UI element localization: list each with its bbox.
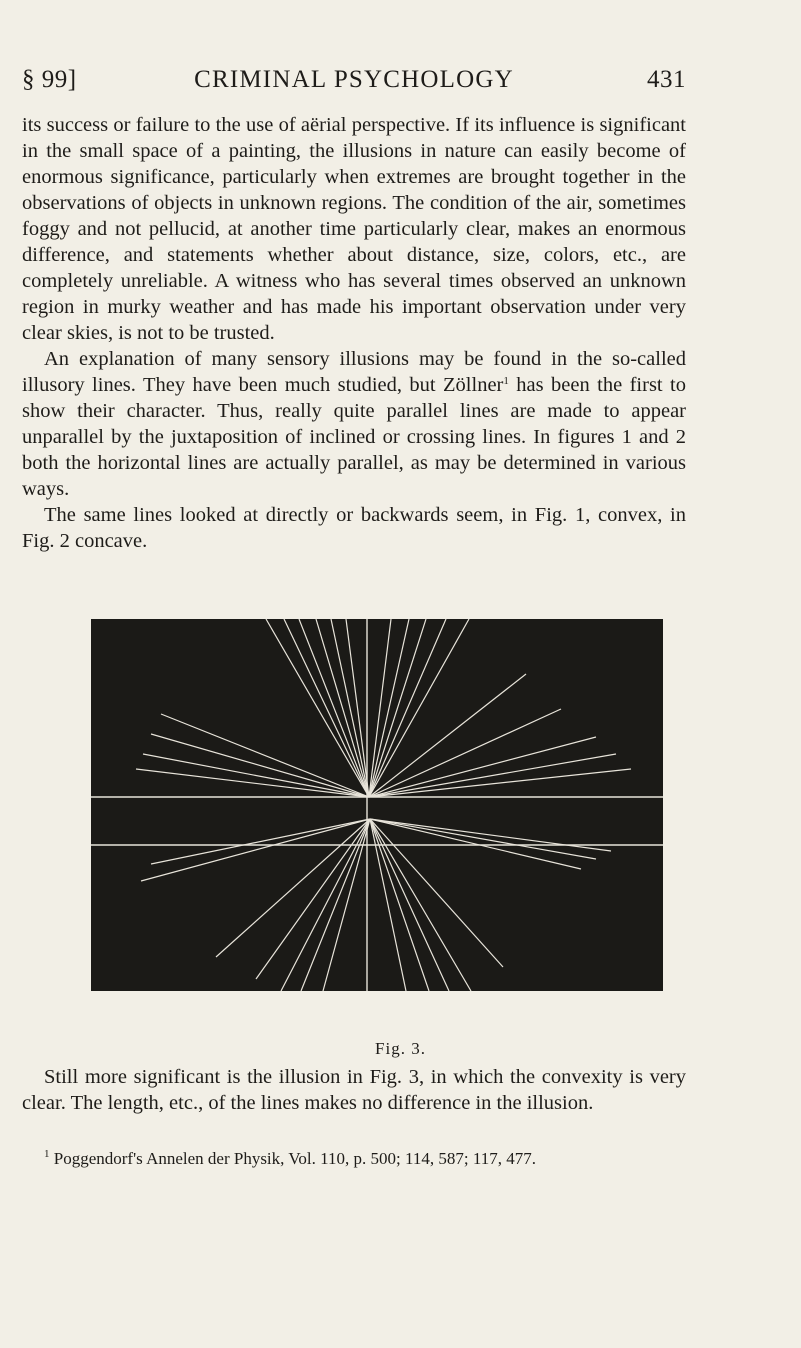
paragraph-fig3-illusion: Still more significant is the illusion in Fig. 3, in which the convexity is very clear. The length, etc., of the lines makes no difference in the illusion. [22, 1066, 686, 1114]
running-title: CRIMINAL PSYCHOLOGY [194, 66, 514, 93]
figure-3-illustration [91, 619, 663, 991]
radiating-lines-figure [91, 619, 663, 991]
footnote-mark: 1 [44, 1148, 50, 1160]
page-number: 431 [647, 66, 686, 93]
running-header [22, 66, 686, 96]
paragraph-aerial-perspective: its success or failure to the use of aërial perspective. If its influence is significant in the small space of a painting, the illusions in nature can easily become of enormous significance, particularly when extremes are brought together in the observations of objects in unknown regions. The condition of the air, sometimes foggy and not pellucid, at another time particularly clear, makes an enormous difference, and statements whether about distance, size, colors, etc., are completely unreliable. A witness who has several times observed an unknown region in murky weather and has made his important observation under very clear skies, is not to be trusted. [22, 114, 686, 344]
paragraph-illusory-lines-start: An explanation of many sensory illusions may be found in the so-called illusory lines. They have been much studied, but Zöllner [22, 348, 686, 396]
paragraph-illusory-lines-end: has been the first to show their character. Thus, really quite parallel lines are made to appear unparallel by the juxtaposition of inclined or crossing lines. In figures 1 and 2 both the horizontal lines are actually parallel, as may be determined in various ways. [22, 374, 686, 500]
section-number: § 99] [22, 66, 77, 93]
figure-caption: Fig. 3. [375, 1039, 426, 1058]
figure-background [91, 619, 663, 991]
paragraph-illusory-lines [22, 346, 686, 502]
paragraph-convex-concave: The same lines looked at directly or backwards seem, in Fig. 1, convex, in Fig. 2 concave. [22, 504, 686, 552]
after-figure-text [22, 1064, 686, 1116]
main-text [22, 112, 686, 554]
footnote [22, 1148, 686, 1170]
footnote-text: Poggendorf's Annelen der Physik, Vol. 110, p. 500; 114, 587; 117, 477. [49, 1149, 536, 1168]
footnote-reference: 1 [503, 375, 509, 387]
